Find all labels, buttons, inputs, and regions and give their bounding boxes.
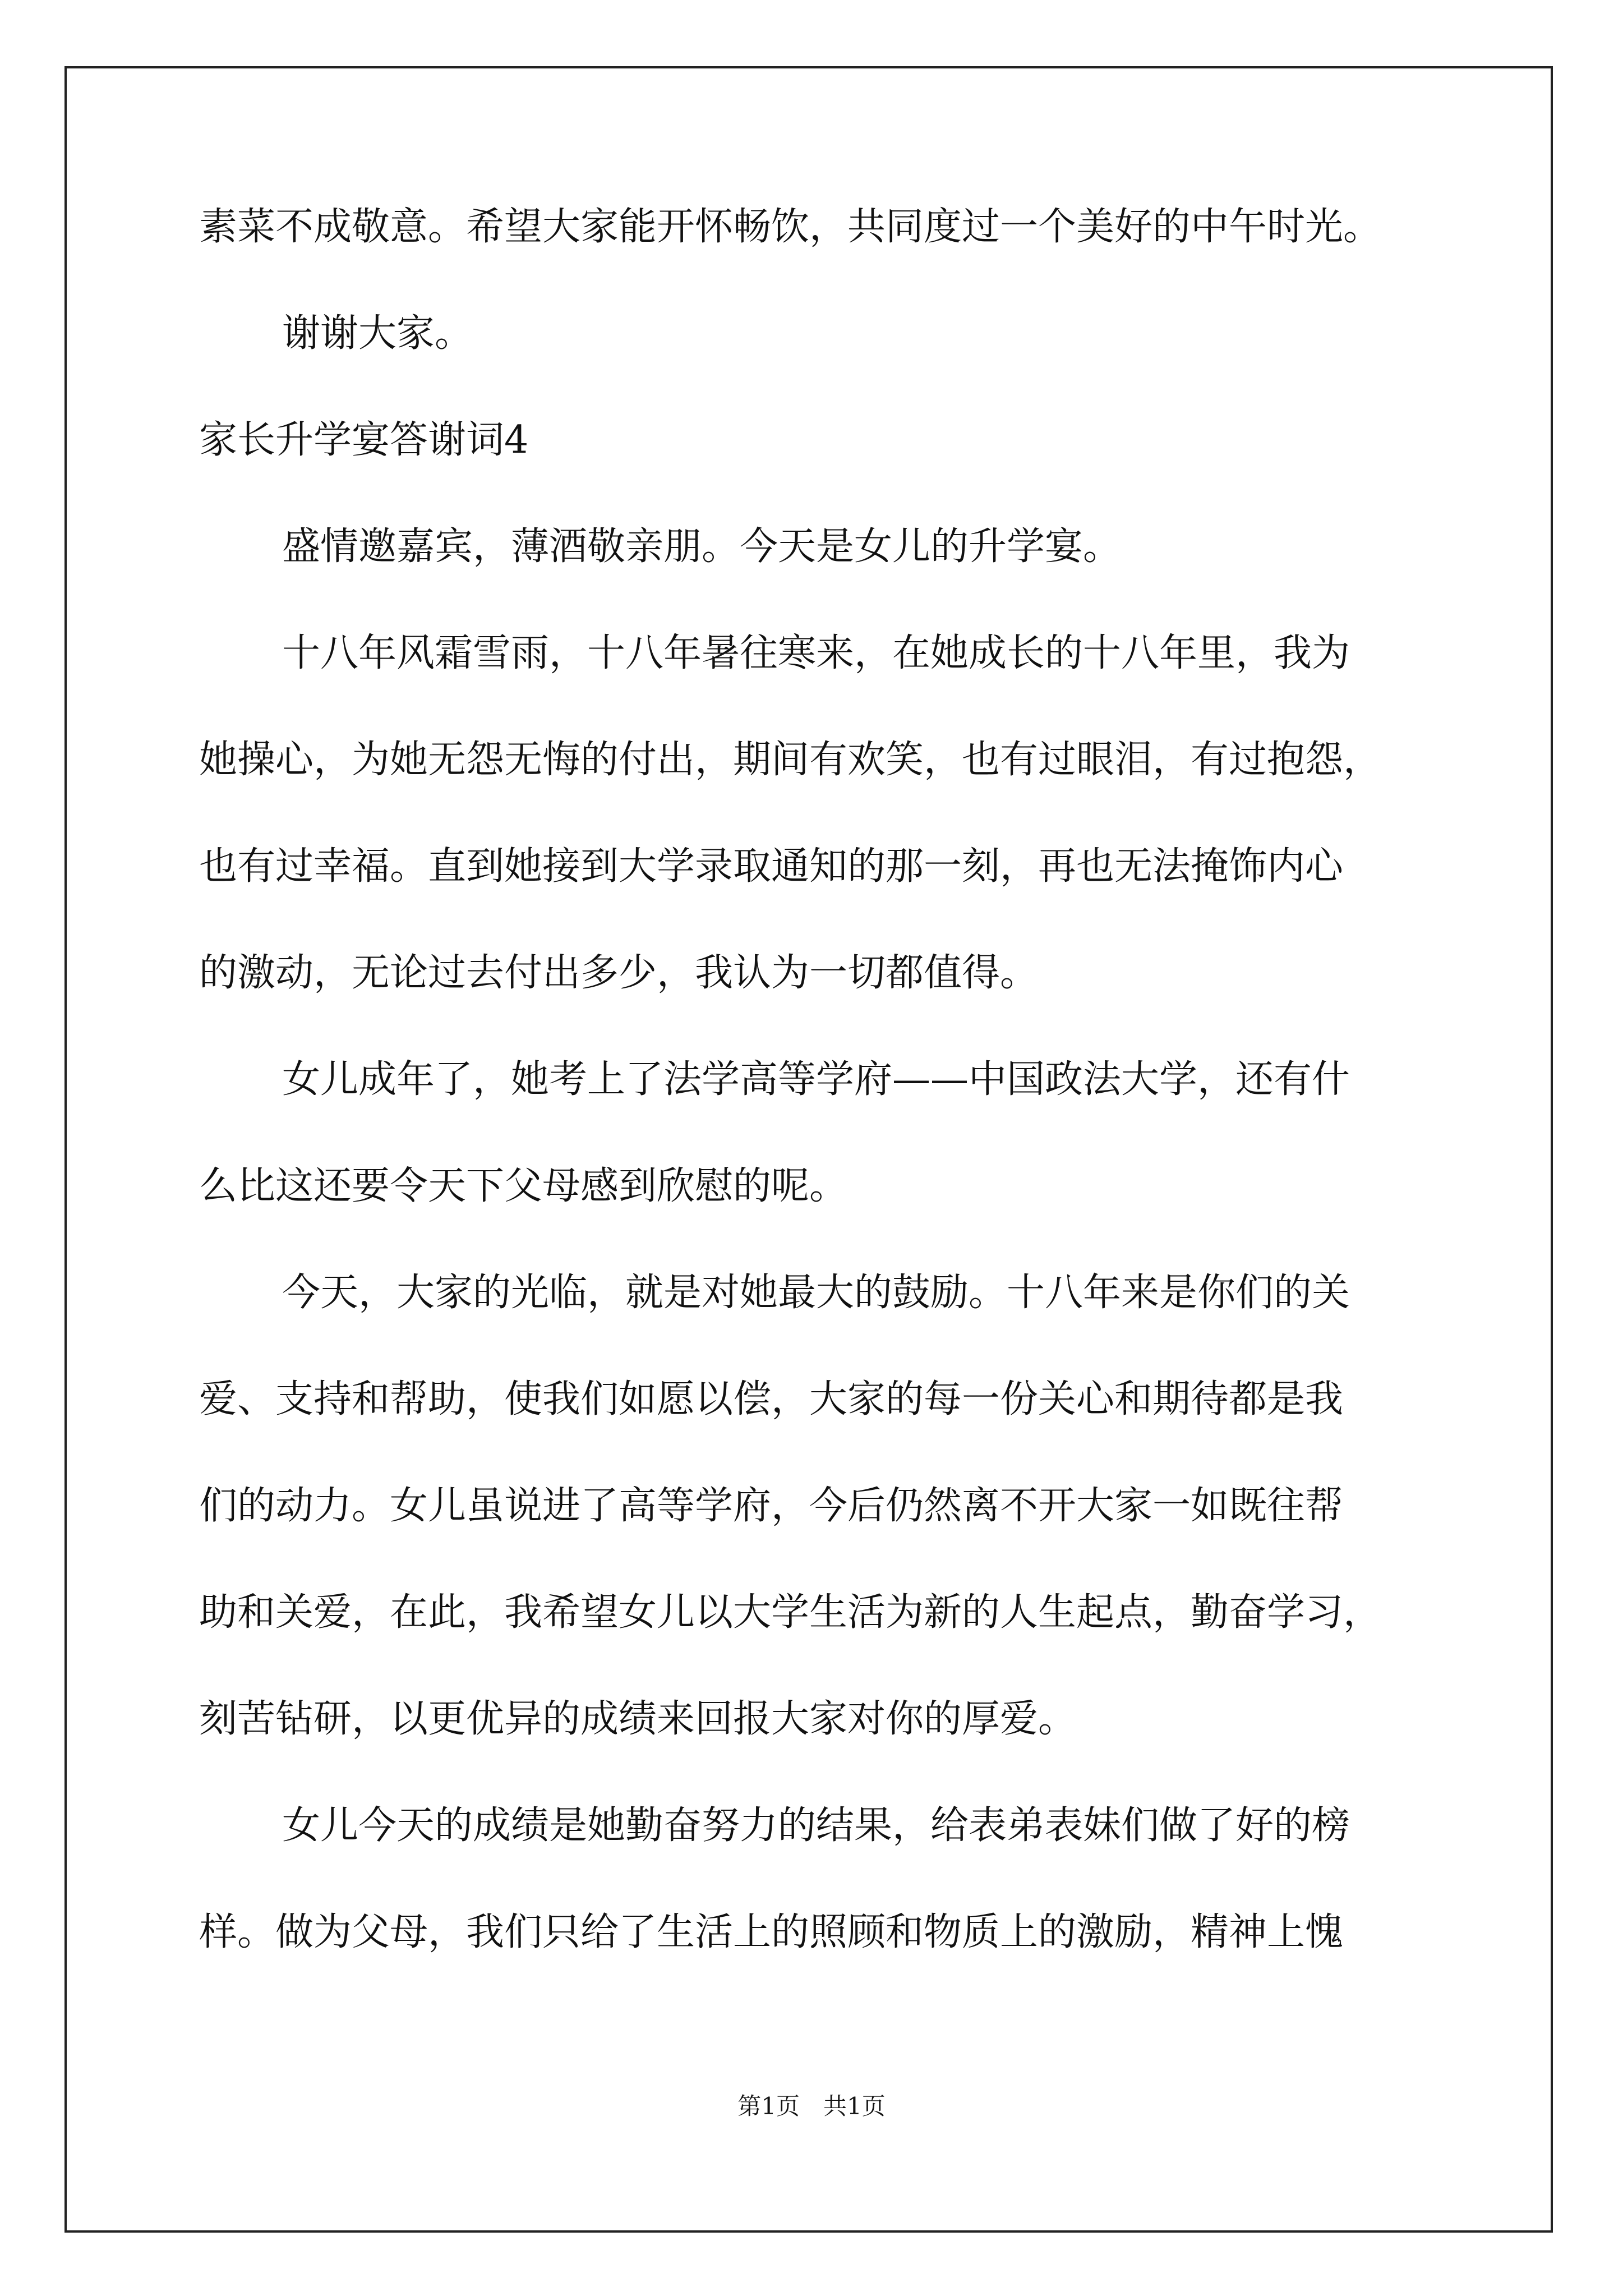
- text-line: 助和关爱，在此，我希望女儿以大学生活为新的人生起点，勤奋学习，: [199, 1590, 1382, 1635]
- text-line: 今天，大家的光临，就是对她最大的鼓励。十八年来是你们的关: [282, 1271, 1350, 1315]
- section-heading: 家长升学宴答谢词4: [199, 418, 529, 462]
- text-line: 么比这还要令天下父母感到欣慰的呢。: [199, 1164, 848, 1208]
- text-line: 也有过幸福。直到她接到大学录取通知的那一刻，再也无法掩饰内心: [199, 844, 1344, 889]
- page-number-footer: 第1页 共1页: [737, 2092, 886, 2120]
- text-line: 样。做为父母，我们只给了生活上的照顾和物质上的激励，精神上愧: [199, 1910, 1344, 1954]
- text-line: 盛情邀嘉宾，薄酒敬亲朋。今天是女儿的升学宴。: [282, 524, 1122, 569]
- text-line: 的激动，无论过去付出多少，我认为一切都值得。: [199, 951, 1039, 995]
- text-line: 素菜不成敬意。希望大家能开怀畅饮，共同度过一个美好的中午时光。: [199, 205, 1382, 249]
- text-line: 谢谢大家。: [282, 311, 473, 356]
- text-line: 女儿成年了，她考上了法学高等学府——中国政法大学，还有什: [282, 1057, 1350, 1102]
- text-line: 刻苦钻研，以更优异的成绩来回报大家对你的厚爱。: [199, 1697, 1077, 1741]
- text-line: 们的动力。女儿虽说进了高等学府，今后仍然离不开大家一如既往帮: [199, 1484, 1344, 1528]
- text-line: 爱、支持和帮助，使我们如愿以偿，大家的每一份关心和期待都是我: [199, 1377, 1344, 1421]
- text-line: 女儿今天的成绩是她勤奋努力的结果，给表弟表妹们做了好的榜: [282, 1803, 1350, 1848]
- text-line: 她操心，为她无怨无悔的付出，期间有欢笑，也有过眼泪，有过抱怨，: [199, 738, 1382, 782]
- text-line: 十八年风霜雪雨，十八年暑往寒来，在她成长的十八年里，我为: [282, 631, 1350, 675]
